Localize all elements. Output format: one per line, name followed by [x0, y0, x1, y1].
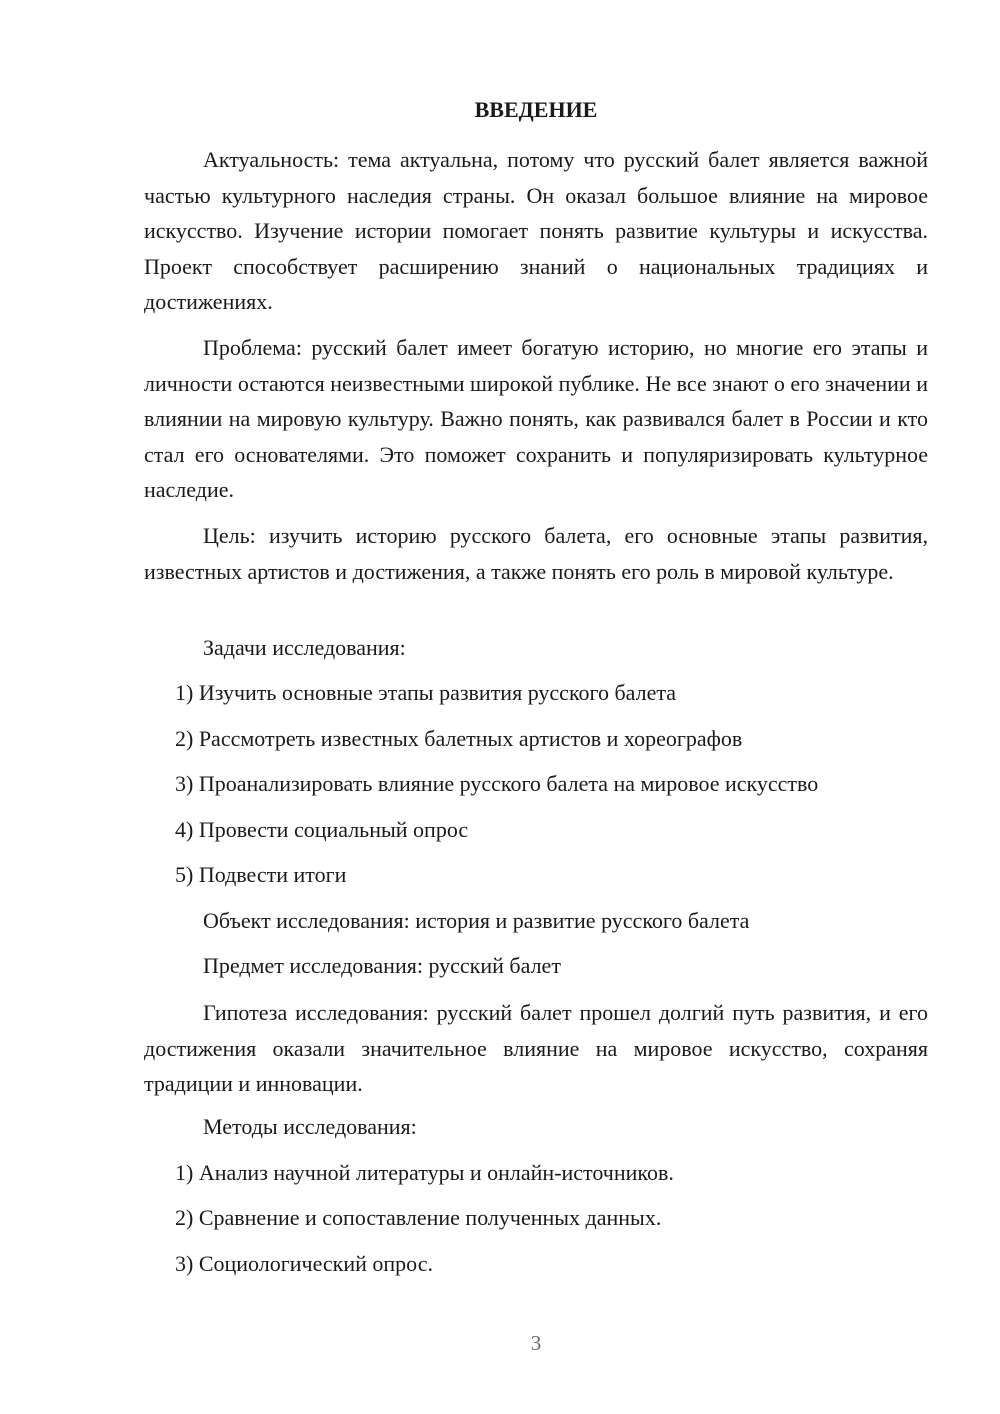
method-item: 2) Сравнение и сопоставление полученных данных. [175, 1205, 662, 1230]
hypothesis-block [144, 995, 928, 1102]
task-item: 4) Провести социальный опрос [175, 817, 469, 842]
problem-paragraph: Проблема: русский балет имеет богатую историю, но многие его этапы и личности остаются неизвестными широкой публике. Не все знают о его значении и влиянии на мировую культуру. Важно понять, как развивался балет в России и кто стал его основателями. Это поможет сохранить и популяризировать культурное наследие. [144, 334, 928, 503]
task-item: 1) Изучить основные этапы развития русского балета [175, 680, 677, 705]
task-item: 2) Рассмотреть известных балетных артистов и хореографов [175, 726, 743, 751]
research-object: Объект исследования: история и развитие русского балета [203, 908, 750, 933]
task-item: 5) Подвести итоги [175, 862, 347, 887]
goal-paragraph: Цель: изучить историю русского балета, его основные этапы развития, известных артистов и достижения, а также понять его роль в мировой культуре. [144, 522, 928, 584]
method-item: 1) Анализ научной литературы и онлайн-источников. [175, 1160, 674, 1185]
intro-paragraphs [144, 142, 928, 589]
research-subject: Предмет исследования: русский балет [203, 953, 561, 978]
hypothesis-paragraph: Гипотеза исследования: русский балет прошел долгий путь развития, и его достижения оказали значительное влияние на мировое искусство, сохраняя традиции и инновации. [144, 1000, 928, 1097]
task-item: 3) Проанализировать влияние русского балета на мировое искусство [175, 771, 819, 796]
relevance-paragraph: Актуальность: тема актуальна, потому что русский балет является важной частью культурного наследия страны. Он оказал большое влияние на мировое искусство. Изучение истории помогает понять развитие культуры и искусства. Проект способствует расширению знаний о национальных традициях и достижениях. [144, 147, 928, 315]
page-number: 3 [530, 1331, 542, 1355]
page-title: ВВЕДЕНИЕ [474, 97, 598, 122]
tasks-heading: Задачи исследования: [203, 635, 406, 660]
methods-heading: Методы исследования: [203, 1114, 417, 1139]
method-item: 3) Социологический опрос. [175, 1251, 433, 1276]
